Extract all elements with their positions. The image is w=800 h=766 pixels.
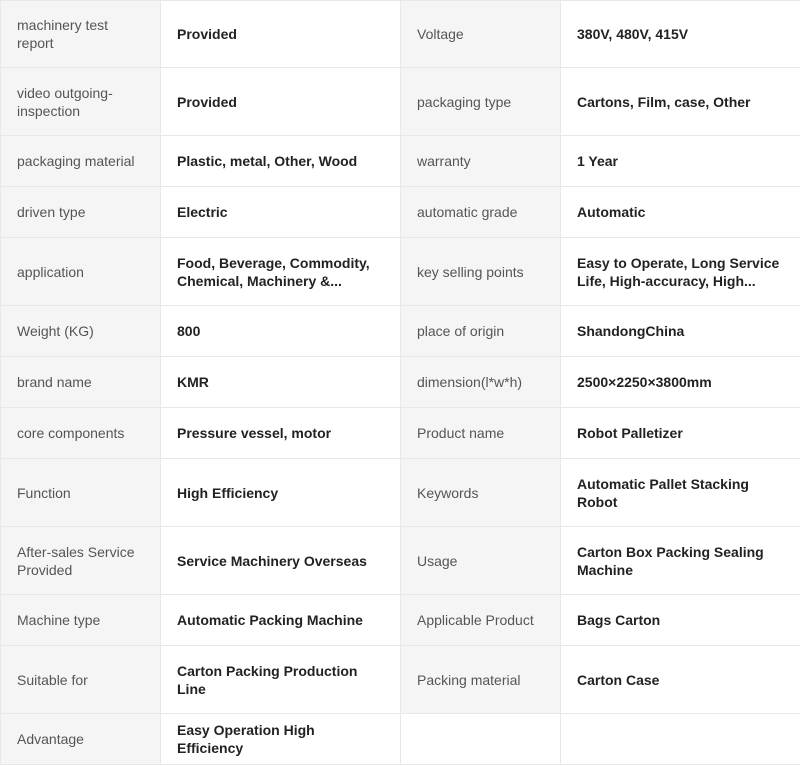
spec-label: machinery test report (1, 1, 161, 68)
spec-value-text: Automatic Pallet Stacking Robot (577, 475, 749, 510)
spec-label: Packing material (401, 646, 561, 714)
spec-label: video outgoing-inspection (1, 68, 161, 136)
spec-label: Machine type (1, 595, 161, 646)
spec-label: packaging type (401, 68, 561, 136)
spec-label: driven type (1, 187, 161, 238)
spec-value-text: Provided (177, 93, 237, 110)
spec-label: Applicable Product (401, 595, 561, 646)
spec-value (561, 187, 800, 238)
spec-value-text: Pressure vessel, motor (177, 425, 332, 441)
spec-label: warranty (401, 136, 561, 187)
table-row (1, 357, 800, 408)
spec-label: Voltage (401, 1, 561, 68)
spec-label: After-sales Service Provided (1, 527, 161, 595)
spec-value (561, 459, 800, 527)
spec-value-text: Robot Palletizer (577, 425, 683, 441)
spec-value (161, 459, 401, 527)
spec-label: automatic grade (401, 187, 561, 238)
spec-value (161, 646, 401, 714)
spec-label: packaging material (1, 136, 161, 187)
spec-value (161, 714, 401, 765)
table-row (1, 238, 800, 306)
spec-label: application (1, 238, 161, 306)
spec-value (561, 136, 800, 187)
spec-value (161, 595, 401, 646)
spec-label-empty (401, 714, 561, 765)
spec-value-text: Carton Packing Production Line (177, 662, 358, 697)
spec-value (561, 646, 800, 714)
spec-value (561, 595, 800, 646)
spec-value-text: 1 Year (577, 153, 619, 169)
spec-value-text: Carton Case (577, 671, 660, 688)
spec-value-empty (561, 714, 800, 765)
spec-label: Advantage (1, 714, 161, 765)
table-row (1, 306, 800, 357)
spec-value (561, 527, 800, 595)
spec-value-text: Electric (177, 204, 228, 220)
spec-value (161, 408, 401, 459)
spec-value-text: Automatic Packing Machine (177, 612, 363, 628)
spec-value (161, 187, 401, 238)
spec-value (561, 238, 800, 306)
spec-label: Product name (401, 408, 561, 459)
spec-value-text: Cartons, Film, case, Other (577, 93, 751, 110)
spec-value-text: Plastic, metal, Other, Wood (177, 153, 358, 169)
spec-value-text: Provided (177, 26, 237, 42)
spec-value (561, 357, 800, 408)
spec-value-text: 800 (177, 323, 201, 339)
spec-label: core components (1, 408, 161, 459)
table-row (1, 595, 800, 646)
spec-value (161, 527, 401, 595)
spec-value-text: 2500×2250×3800mm (577, 374, 712, 390)
table-row (1, 68, 800, 136)
spec-value-text: KMR (177, 374, 209, 390)
spec-label: key selling points (401, 238, 561, 306)
table-row (1, 1, 800, 68)
spec-value (561, 1, 800, 68)
spec-value-text: 380V, 480V, 415V (577, 26, 689, 42)
spec-value (561, 408, 800, 459)
table-row (1, 527, 800, 595)
table-row (1, 187, 800, 238)
spec-value (561, 68, 800, 136)
table-row (1, 408, 800, 459)
spec-value-text: Easy to Operate, Long Service Life, High-accuracy, High... (577, 254, 780, 289)
spec-value (161, 306, 401, 357)
spec-value (161, 68, 401, 136)
spec-value-text: ShandongChina (577, 323, 685, 339)
spec-value (161, 238, 401, 306)
table-row (1, 714, 800, 765)
spec-value (161, 136, 401, 187)
spec-value-text: Easy Operation High Efficiency (177, 722, 315, 756)
spec-label: dimension(l*w*h) (401, 357, 561, 408)
spec-label: Weight (KG) (1, 306, 161, 357)
spec-value-text: Bags Carton (577, 612, 661, 628)
spec-label: Function (1, 459, 161, 527)
table-row (1, 646, 800, 714)
spec-label: brand name (1, 357, 161, 408)
spec-value-text: High Efficiency (177, 484, 279, 501)
spec-label: Suitable for (1, 646, 161, 714)
spec-value-text: Automatic (577, 204, 646, 220)
spec-value (161, 1, 401, 68)
spec-label: Keywords (401, 459, 561, 527)
spec-value-text: Service Machinery Overseas (177, 552, 367, 569)
spec-label: place of origin (401, 306, 561, 357)
spec-value (161, 357, 401, 408)
spec-value (561, 306, 800, 357)
table-row (1, 136, 800, 187)
spec-label: Usage (401, 527, 561, 595)
table-row (1, 459, 800, 527)
spec-value-text: Carton Box Packing Sealing Machine (577, 543, 764, 578)
spec-value-text: Food, Beverage, Commodity, Chemical, Machinery &... (177, 254, 370, 289)
